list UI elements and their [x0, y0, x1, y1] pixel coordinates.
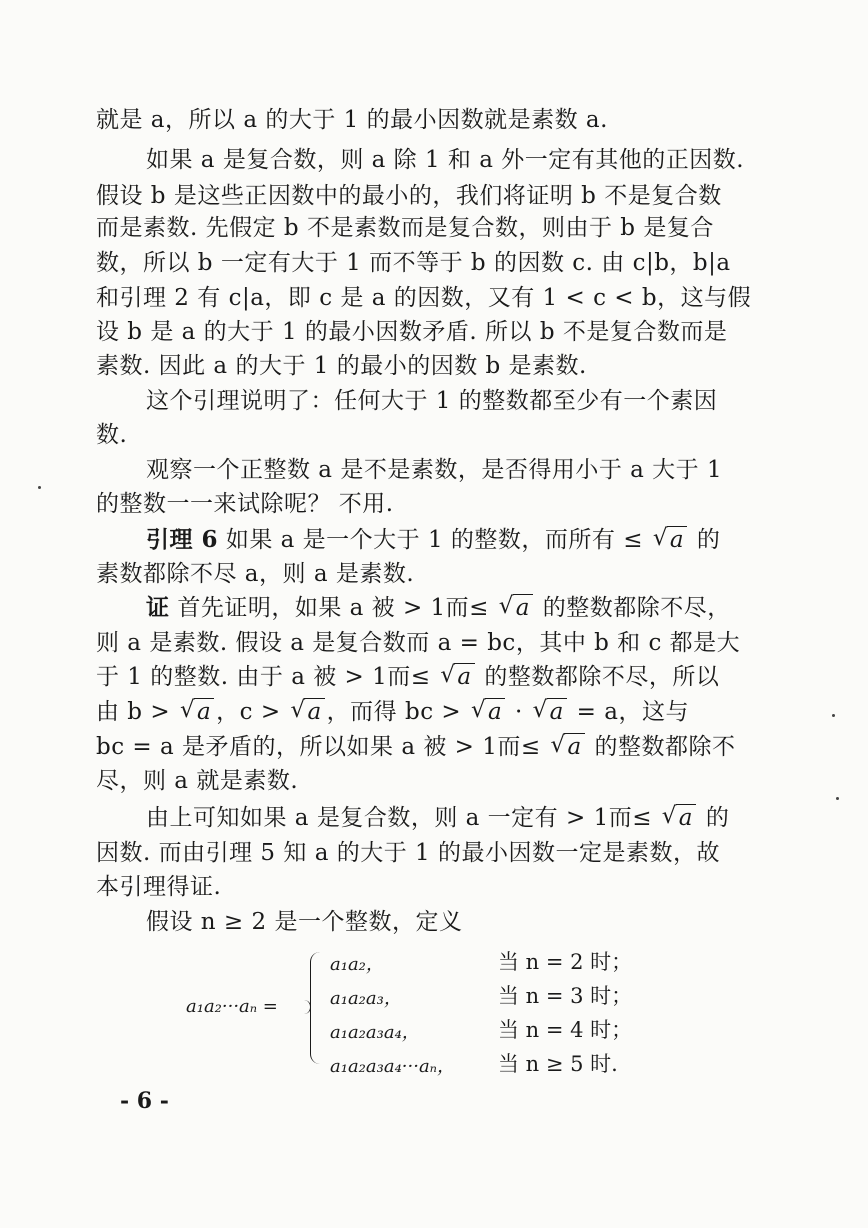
- scan-speck: [832, 714, 835, 717]
- text-line: 和引理 2 有 c|a，即 c 是 a 的因数，又有 1 < c < b，这与假: [96, 285, 752, 311]
- sqrt-expression: √ a: [290, 696, 324, 728]
- proof-text-end: 的整数都除不尽，: [542, 595, 731, 621]
- sqrt-expression: √ a: [653, 524, 687, 556]
- case-condition: 当 n = 3 时；: [498, 984, 633, 1008]
- sqrt-expression: √ a: [499, 592, 533, 624]
- text-line-sqrt: 由 b > √ a ，c > √ a ，而得 bc > √ a · √ a = a，这与: [96, 696, 736, 728]
- lemma-label: 引理 6: [146, 526, 219, 553]
- text-line: 而是素数. 先假定 b 不是素数而是复合数，则由于 b 是复合: [96, 215, 714, 241]
- text-line-sqrt: bc = a 是矛盾的，所以如果 a 被 > 1而≤ √ a 的整数都除不: [96, 731, 736, 763]
- text-line: 素数. 因此 a 的大于 1 的最小的因数 b 是素数.: [96, 353, 587, 379]
- case-expression: a₁a₂，: [330, 954, 384, 975]
- lemma-text: 如果 a 是一个大于 1 的整数，而所有 ≤: [225, 527, 644, 553]
- text-line: 就是 a，所以 a 的大于 1 的最小因数就是素数 a.: [96, 107, 608, 133]
- text-line-sqrt: 由上可知如果 a 是复合数，则 a 一定有 > 1而≤ √ a 的: [146, 802, 736, 834]
- page-number: - 6 -: [120, 1088, 169, 1114]
- scan-speck: [38, 486, 41, 489]
- sqrt-expression: √ a: [550, 731, 584, 763]
- sqrt-expression: √ a: [533, 696, 567, 728]
- text-line: 尽，则 a 就是素数.: [96, 768, 299, 794]
- case-condition: 当 n ≥ 5 时.: [498, 1052, 618, 1076]
- case-condition: 当 n = 2 时；: [498, 950, 633, 974]
- text-line: 素数都除不尽 a，则 a 是素数.: [96, 561, 415, 587]
- sqrt-expression: √ a: [471, 696, 505, 728]
- text-line: 因数. 而由引理 5 知 a 的大于 1 的最小因数一定是素数，故: [96, 840, 720, 866]
- proof-text: 首先证明，如果 a 被 > 1而≤: [177, 595, 489, 621]
- text-line: 的整数一一来试除呢？ 不用.: [96, 491, 394, 517]
- text-line-sqrt: 于 1 的整数. 由于 a 被 > 1而≤ √ a 的整数都除不尽，所以: [96, 661, 736, 693]
- sqrt-expression: √ a: [662, 802, 696, 834]
- case-expression: a₁a₂a₃，: [330, 988, 402, 1009]
- lemma-statement-line: [146, 524, 736, 556]
- text-line: 数.: [96, 422, 128, 448]
- lemma-text-end: 的: [696, 527, 721, 553]
- text-line: 如果 a 是复合数，则 a 除 1 和 a 外一定有其他的正因数.: [146, 147, 745, 173]
- text-line: 这个引理说明了：任何大于 1 的整数都至少有一个素因: [146, 388, 718, 414]
- proof-label: 证: [146, 594, 170, 621]
- sqrt-expression: √ a: [440, 661, 474, 693]
- text-line: 观察一个正整数 a 是不是素数，是否得用小于 a 大于 1: [146, 457, 723, 483]
- case-condition: 当 n = 4 时；: [498, 1018, 633, 1042]
- case-expression: a₁a₂a₃a₄···aₙ，: [330, 1056, 455, 1077]
- sqrt-expression: √ a: [180, 696, 214, 728]
- text-line: 本引理得证.: [96, 874, 222, 900]
- case-expression: a₁a₂a₃a₄，: [330, 1022, 420, 1043]
- text-line: 则 a 是素数. 假设 a 是复合数而 a = bc，其中 b 和 c 都是大: [96, 630, 741, 656]
- text-line: 假设 n ≥ 2 是一个整数，定义: [146, 909, 463, 935]
- text-line: 假设 b 是这些正因数中的最小的，我们将证明 b 不是复合数: [96, 183, 722, 209]
- definition-lhs: a₁a₂···aₙ =: [186, 996, 278, 1017]
- text-line: 设 b 是 a 的大于 1 的最小因数矛盾. 所以 b 不是复合数而是: [96, 319, 728, 345]
- left-brace: [310, 952, 323, 1064]
- text-line: 数，所以 b 一定有大于 1 而不等于 b 的因数 c. 由 c|b，b|a: [96, 250, 731, 276]
- scan-speck: [836, 797, 839, 800]
- proof-line: [146, 592, 736, 624]
